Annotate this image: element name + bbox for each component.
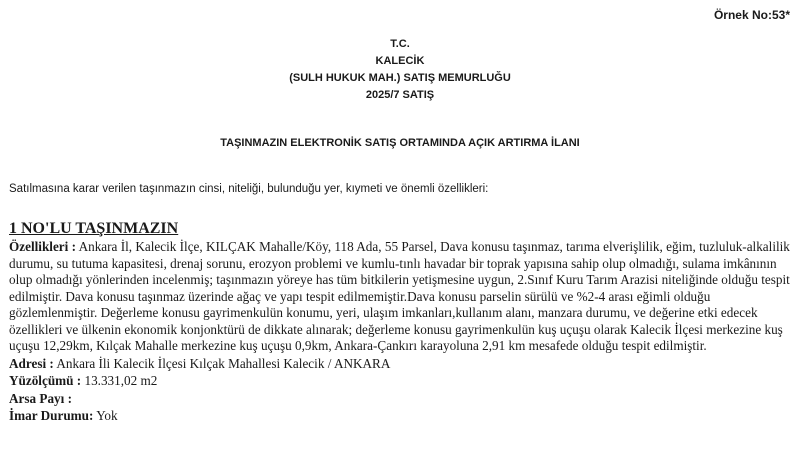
document-header: [0, 36, 800, 104]
property-title: 1 NO'LU TAŞINMAZIN: [9, 220, 179, 237]
zoning-label: İmar Durumu:: [9, 408, 94, 423]
features-label: Özellikleri :: [9, 239, 77, 254]
property-zoning: [9, 407, 791, 425]
features-text: Ankara İl, Kalecik İlçe, KILÇAK Mahalle/Köy, 118 Ada, 55 Parsel, Dava konusu taşınmaz, tarıma elverişlilik, eğim, tuzluluk-alkalilik durumu, su tutuma kapasitesi, drenaj sorunu, erozyon problemi ve kumlu-tınlı havadar bir toprak yapısına sahip olup olmadığı, sulama imkânının olup olmadığı yönlerinden incelenmiş; taşınmazın yöreye has tüm bitkilerin yetişmesine uygun, 2.Sınıf Kuru Tarım Arazisi niteliğinde olduğu tespit edilmiştir. Dava konusu taşınmaz üzerinde ağaç ve yapı tespit edilmemiştir.Dava konusu parselin sürülü ve %2-4 arası eğimli olduğu gözlemlenmiştir. Değerleme konusu gayrimenkulün konumu, yeri, ulaşım imkanları,kullanım alanı, manzara durumu, ve değerine etki edecek özellikleri ve ülkenin ekonomik konjonktürü de dikkate alınarak; değerleme konusu gayrimenkulün kuş uçuşu olarak Kalecik İlçesi merkezine kuş uçuşu 12,29km, Kılçak Mahalle merkezine kuş uçuşu 0,9km, Ankara-Çankırı karayoluna 2,91 km mesafede olduğu tespit edilmiştir.: [9, 239, 790, 353]
property-section: [9, 219, 791, 425]
land-share-label: Arsa Payı :: [9, 390, 72, 406]
property-land-share: [9, 390, 791, 408]
intro-text: Satılmasına karar verilen taşınmazın cinsi, niteliği, bulunduğu yer, kıymeti ve önemli özellikleri:: [9, 183, 489, 195]
zoning-value: Yok: [93, 408, 118, 423]
area-label: Yüzölçümü :: [9, 373, 82, 388]
ornek-no: Örnek No:53*: [713, 8, 790, 22]
header-tc: T.C.: [390, 38, 410, 50]
area-value: 13.331,02 m2: [81, 373, 158, 388]
header-case-no: 2025/7 SATIŞ: [365, 89, 435, 101]
header-city: KALECİK: [375, 55, 425, 67]
property-features: [9, 239, 791, 355]
header-office: (SULH HUKUK MAH.) SATIŞ MEMURLUĞU: [289, 72, 511, 84]
property-address: [9, 355, 791, 373]
address-value: Ankara İli Kalecik İlçesi Kılçak Mahallesi Kalecik / ANKARA: [53, 355, 391, 371]
property-area: [9, 372, 791, 390]
announcement-title: TAŞINMAZIN ELEKTRONİK SATIŞ ORTAMINDA AÇIK ARTIRMA İLANI: [220, 137, 580, 149]
address-label: Adresi :: [9, 355, 54, 371]
